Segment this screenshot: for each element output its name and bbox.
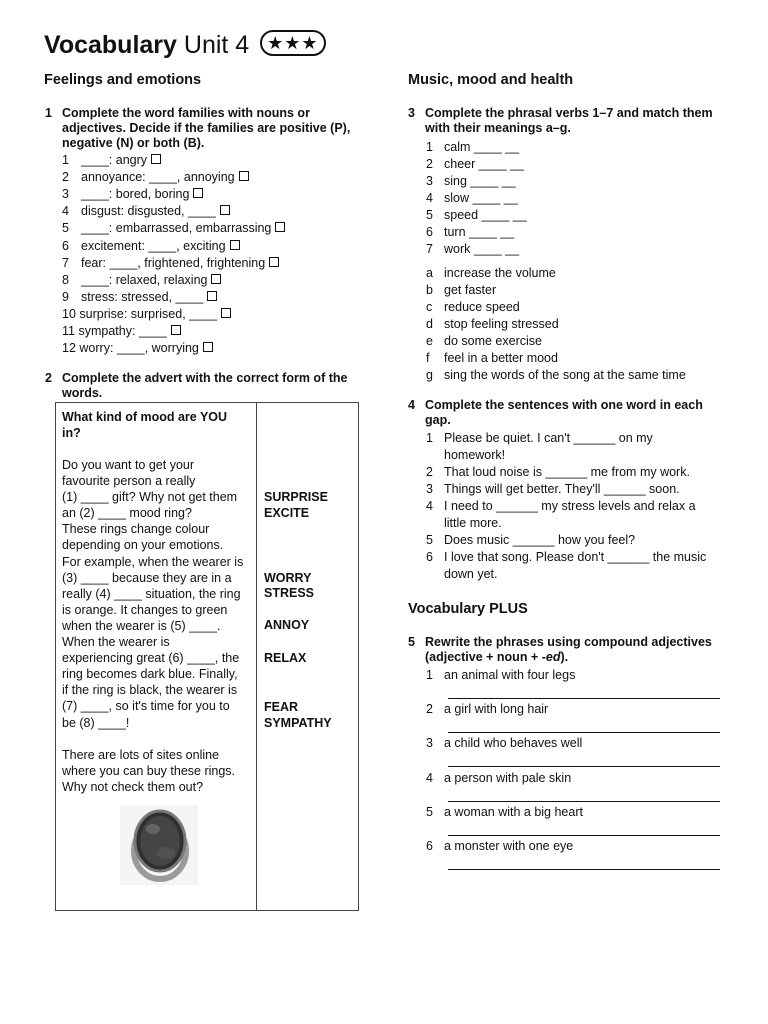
- answer-checkbox[interactable]: [151, 154, 161, 164]
- q3-item-text: turn ____ __: [444, 225, 515, 239]
- q1-item-number: 3: [62, 187, 69, 202]
- q3-item-text: work ____ __: [444, 242, 520, 256]
- q4-line-text: Things will get better. They'll ______ soon.: [444, 482, 680, 496]
- advert-line: Do you want to get your: [62, 458, 195, 472]
- q4-line-text: I love that song. Please don't ______ the music: [444, 550, 707, 564]
- q1-title-line: negative (N) or both (B).: [62, 136, 205, 150]
- q1-item-label: sympathy: ____: [78, 324, 167, 338]
- answer-checkbox[interactable]: [211, 274, 221, 284]
- answer-checkbox[interactable]: [193, 188, 203, 198]
- q1-item-number: 6: [62, 238, 69, 253]
- q4-item-number: 5: [426, 533, 433, 547]
- q1-item-number: 5: [62, 221, 69, 236]
- q3-meaning-text: increase the volume: [444, 266, 556, 280]
- q1-word-list: [62, 152, 362, 362]
- q3-item-text: sing ____ __: [444, 174, 516, 188]
- advert-line: be (8) ____!: [62, 715, 130, 730]
- q1-item-number: 2: [62, 170, 69, 185]
- advert-line: (1) ____ gift? Why not get them: [62, 490, 238, 505]
- q3-item-number: 2: [426, 157, 433, 171]
- q4-line-text: little more.: [444, 516, 502, 530]
- q1-item-label: stress: stressed, ____: [81, 289, 204, 304]
- q1-item-label: ____: angry: [81, 153, 148, 167]
- advert-column-divider: [256, 403, 257, 910]
- q5-item-text: an animal with four legs: [444, 668, 576, 682]
- q5-item-text: a girl with long hair: [444, 702, 549, 717]
- q3-meaning-letter: e: [426, 334, 433, 348]
- q4-item-number: 2: [426, 465, 433, 479]
- q1-item-label: ____: embarrassed, embarrassing: [81, 221, 272, 236]
- q3-meanings: [426, 265, 746, 385]
- answer-checkbox[interactable]: [171, 325, 181, 335]
- q3-item-number: 5: [426, 208, 433, 222]
- q1-item-label: worry: ____, worrying: [79, 341, 199, 356]
- answer-checkbox[interactable]: [239, 171, 249, 181]
- answer-checkbox[interactable]: [221, 308, 231, 318]
- q5-item-text: a monster with one eye: [444, 839, 574, 853]
- advert-body: [62, 457, 254, 795]
- q3-number: 3: [408, 106, 415, 120]
- answer-checkbox[interactable]: [203, 342, 213, 352]
- answer-checkbox[interactable]: [269, 257, 279, 267]
- q5-item-number: 5: [426, 804, 433, 819]
- q4-title-line: gap.: [425, 413, 451, 427]
- advert-line: really (4) ____ situation, the ring: [62, 586, 241, 601]
- q1-item-label: excitement: ____, exciting: [81, 238, 226, 253]
- advert-blank-line: [62, 731, 254, 747]
- q4-item-number: 1: [426, 431, 433, 445]
- q5-title-line: Rewrite the phrases using compound adjectives: [425, 635, 712, 649]
- advert-line: When the wearer is: [62, 635, 170, 650]
- advert-word: SURPRISE: [264, 490, 328, 504]
- q1-item-text: [81, 255, 279, 272]
- q1-item-text: [81, 272, 221, 289]
- advert-line: where you can buy these rings.: [62, 763, 236, 778]
- q2-title-line: words.: [62, 386, 103, 400]
- q5-answer-line[interactable]: [448, 801, 720, 802]
- q3-item-text: slow ____ __: [444, 191, 518, 205]
- q4-line-text: I need to ______ my stress levels and relax a: [444, 499, 696, 513]
- q5-instructions: [408, 635, 745, 665]
- q1-item-label: ____: relaxed, relaxing: [81, 272, 208, 287]
- q4-line-text: That loud noise is ______ me from my work.: [444, 465, 690, 479]
- q1-item-label: annoyance: ____, annoying: [81, 170, 235, 185]
- q1-number: 1: [45, 106, 52, 120]
- q1-item-text: [62, 323, 181, 340]
- answer-checkbox[interactable]: [275, 222, 285, 232]
- q1-item-text: [62, 340, 213, 357]
- q3-item-text: cheer ____ __: [444, 157, 524, 171]
- q3-title-line: Complete the phrasal verbs 1–7 and match them: [425, 106, 713, 120]
- q5-item-number: 6: [426, 839, 433, 853]
- q3-meaning-text: reduce speed: [444, 300, 520, 314]
- q3-item-number: 7: [426, 242, 433, 256]
- q3-item-number: 1: [426, 140, 433, 154]
- advert-line: favourite person a really: [62, 474, 196, 489]
- advert-line: There are lots of sites online: [62, 747, 220, 762]
- q1-item-number: 1: [62, 153, 69, 167]
- advert-word: EXCITE: [264, 506, 310, 520]
- q4-item-number: 6: [426, 550, 433, 564]
- q1-item-number: 4: [62, 204, 69, 219]
- q4-line-text: Does music ______ how you feel?: [444, 533, 636, 547]
- q1-item-text: [81, 220, 285, 237]
- q1-item-text: [81, 169, 249, 186]
- q1-item-text: [81, 186, 203, 203]
- q5-title-line: (adjective + noun + -ed).: [425, 650, 569, 664]
- answer-checkbox[interactable]: [220, 205, 230, 215]
- section-heading-feelings: Feelings and emotions: [44, 72, 202, 88]
- page-title: [44, 31, 326, 60]
- advert-word: RELAX: [264, 651, 307, 665]
- advert-line: an (2) ____ mood ring?: [62, 506, 192, 521]
- q5-item-text: a child who behaves well: [444, 736, 583, 751]
- advert-word: WORRY: [264, 571, 312, 585]
- q5-item-text: a person with pale skin: [444, 770, 572, 785]
- title-bold: Vocabulary: [44, 31, 177, 59]
- difficulty-stars-icon: ★★★: [260, 30, 325, 56]
- answer-checkbox[interactable]: [207, 291, 217, 301]
- q3-instructions: [408, 106, 745, 136]
- q5-item-number: 1: [426, 668, 433, 682]
- q4-line-text: homework!: [444, 448, 506, 462]
- advert-line: ring becomes dark blue. Finally,: [62, 667, 238, 682]
- advert-text: [62, 409, 254, 795]
- q3-item-text: speed ____ __: [444, 208, 527, 222]
- advert-line: Why not check them out?: [62, 779, 204, 794]
- q5-answer-line[interactable]: [448, 835, 720, 836]
- q5-item-number: 3: [426, 736, 433, 751]
- q3-meaning-text: sing the words of the song at the same time: [444, 368, 686, 382]
- advert-heading: What kind of mood are YOU: [62, 410, 228, 424]
- q1-item-number: 11: [62, 324, 75, 338]
- q4-instructions: [408, 398, 745, 428]
- q3-meaning-letter: g: [426, 368, 433, 382]
- q3-meaning-letter: c: [426, 300, 433, 314]
- q1-item-number: 9: [62, 289, 69, 304]
- q5-answer-line[interactable]: [448, 766, 720, 767]
- q3-phrasal-verbs: [426, 139, 726, 259]
- q2-number: 2: [45, 371, 52, 385]
- q5-number: 5: [408, 635, 415, 649]
- q3-title-line: with their meanings a–g.: [425, 121, 571, 135]
- q1-item-label: disgust: disgusted, ____: [81, 204, 216, 219]
- q1-item-number: 10: [62, 306, 76, 321]
- advert-word: FEAR: [264, 700, 299, 714]
- q3-item-text: calm ____ __: [444, 140, 520, 154]
- q1-item-text: [81, 289, 217, 306]
- q4-item-number: 3: [426, 482, 433, 496]
- q4-title-line: Complete the sentences with one word in each: [425, 398, 703, 412]
- title-unit: Unit 4: [183, 31, 250, 59]
- answer-checkbox[interactable]: [230, 240, 240, 250]
- q3-meaning-text: get faster: [444, 283, 497, 297]
- q2-instructions: [45, 371, 372, 401]
- q1-item-number: 12: [62, 341, 76, 356]
- q1-item-number: 8: [62, 272, 69, 287]
- q1-item-label: ____: bored, boring: [81, 187, 190, 202]
- section-heading-vocab-plus: Vocabulary PLUS: [408, 601, 528, 617]
- q3-meaning-letter: b: [426, 283, 433, 297]
- q5-phrases: [426, 667, 746, 877]
- advert-line: (7) ____, so it's time for you to: [62, 699, 230, 714]
- advert-word: SYMPATHY: [264, 716, 332, 730]
- q3-meaning-text: do some exercise: [444, 334, 542, 348]
- advert-line: For example, when the wearer is: [62, 554, 244, 569]
- advert-heading: in?: [62, 426, 81, 440]
- q1-title-line: Complete the word families with nouns or: [62, 106, 310, 120]
- advert-line: if the ring is black, the wearer is: [62, 683, 238, 698]
- advert-word: ANNOY: [264, 618, 310, 632]
- q1-title-line: adjectives. Decide if the families are positive (P),: [62, 121, 351, 135]
- q3-meaning-letter: f: [426, 351, 430, 365]
- q1-item-label: fear: ____, frightened, frightening: [81, 255, 266, 270]
- advert-word: STRESS: [264, 586, 315, 600]
- q4-sentences: [426, 430, 746, 585]
- q3-meaning-letter: a: [426, 266, 433, 280]
- q5-answer-line[interactable]: [448, 698, 720, 699]
- advert-line: depending on your emotions.: [62, 538, 224, 553]
- q1-item-label: surprise: surprised, ____: [79, 306, 217, 321]
- q1-item-number: 7: [62, 255, 69, 270]
- q3-item-number: 3: [426, 174, 433, 188]
- mood-ring-image: [120, 805, 198, 885]
- advert-box: [55, 402, 359, 911]
- q3-meaning-text: stop feeling stressed: [444, 317, 559, 331]
- q5-item-number: 4: [426, 770, 433, 785]
- q4-line-text: down yet.: [444, 567, 498, 581]
- q1-item-text: [81, 203, 230, 220]
- advert-line: is orange. It changes to green: [62, 602, 228, 617]
- q1-item-text: [81, 152, 161, 169]
- q3-meaning-letter: d: [426, 317, 433, 331]
- q5-item-text: a woman with a big heart: [444, 804, 583, 819]
- q2-title-line: Complete the advert with the correct form of the: [62, 371, 348, 385]
- advert-line: when the wearer is (5) ____.: [62, 618, 221, 633]
- q4-item-number: 4: [426, 499, 433, 513]
- q5-item-number: 2: [426, 702, 433, 717]
- section-heading-music: Music, mood and health: [408, 72, 574, 88]
- q5-answer-line[interactable]: [448, 732, 720, 733]
- q4-line-text: Please be quiet. I can't ______ on my: [444, 431, 653, 445]
- q1-item-text: [62, 306, 231, 323]
- q1-instructions: [45, 106, 372, 151]
- q3-meaning-text: feel in a better mood: [444, 351, 558, 365]
- advert-line: These rings change colour: [62, 522, 210, 537]
- q4-number: 4: [408, 398, 415, 412]
- advert-line: experiencing great (6) ____, the: [62, 651, 240, 666]
- q5-answer-line[interactable]: [448, 869, 720, 870]
- q3-item-number: 4: [426, 191, 433, 205]
- advert-line: (3) ____ because they are in a: [62, 570, 232, 585]
- q1-item-text: [81, 238, 240, 255]
- q3-item-number: 6: [426, 225, 433, 239]
